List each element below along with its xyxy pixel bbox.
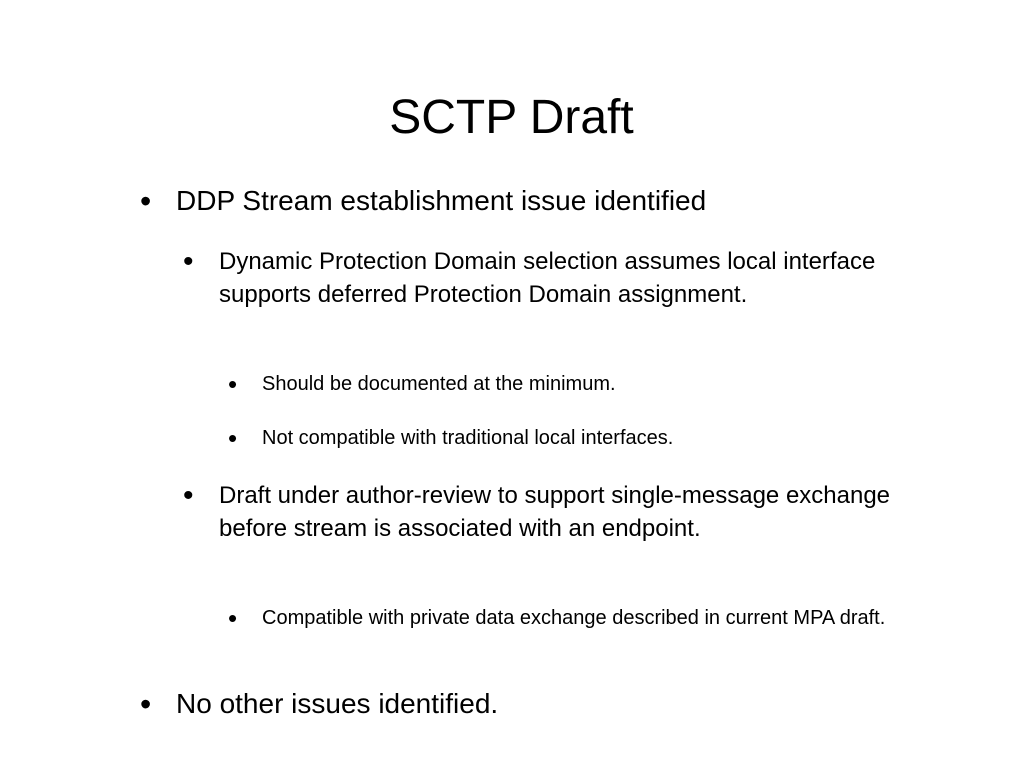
bullet-item-level-2 [183, 479, 899, 545]
bullet-dot-icon: • [228, 423, 238, 453]
bullet-text: Not compatible with traditional local interfaces. [262, 427, 674, 449]
bullet-dot-icon: • [140, 183, 152, 219]
bullet-text: Should be documented at the minimum. [262, 373, 616, 395]
bullet-text: No other issues identified. [176, 688, 499, 719]
bullet-dot-icon: • [228, 603, 238, 633]
bullet-dot-icon: • [228, 369, 238, 399]
bullet-item-level-1 [140, 183, 876, 219]
bullet-dot-icon: • [183, 245, 194, 278]
bullet-item-level-2 [183, 245, 889, 311]
bullet-text: DDP Stream establishment issue identified [176, 185, 707, 216]
bullet-dot-icon: • [140, 686, 152, 722]
bullet-item-level-3 [228, 603, 892, 633]
slide-title: SCTP Draft [389, 91, 634, 144]
bullet-item-level-3 [228, 369, 882, 399]
bullet-text: Compatible with private data exchange described in current MPA draft. [262, 607, 886, 629]
bullet-text: Dynamic Protection Domain selection assumes local interface supports deferred Protection Domain assignment. [219, 248, 876, 308]
bullet-item-level-1 [140, 686, 876, 722]
bullet-item-level-3 [228, 423, 882, 453]
bullet-dot-icon: • [183, 479, 194, 512]
bullet-text: Draft under author-review to support single-message exchange before stream is associated with an endpoint. [219, 482, 891, 542]
